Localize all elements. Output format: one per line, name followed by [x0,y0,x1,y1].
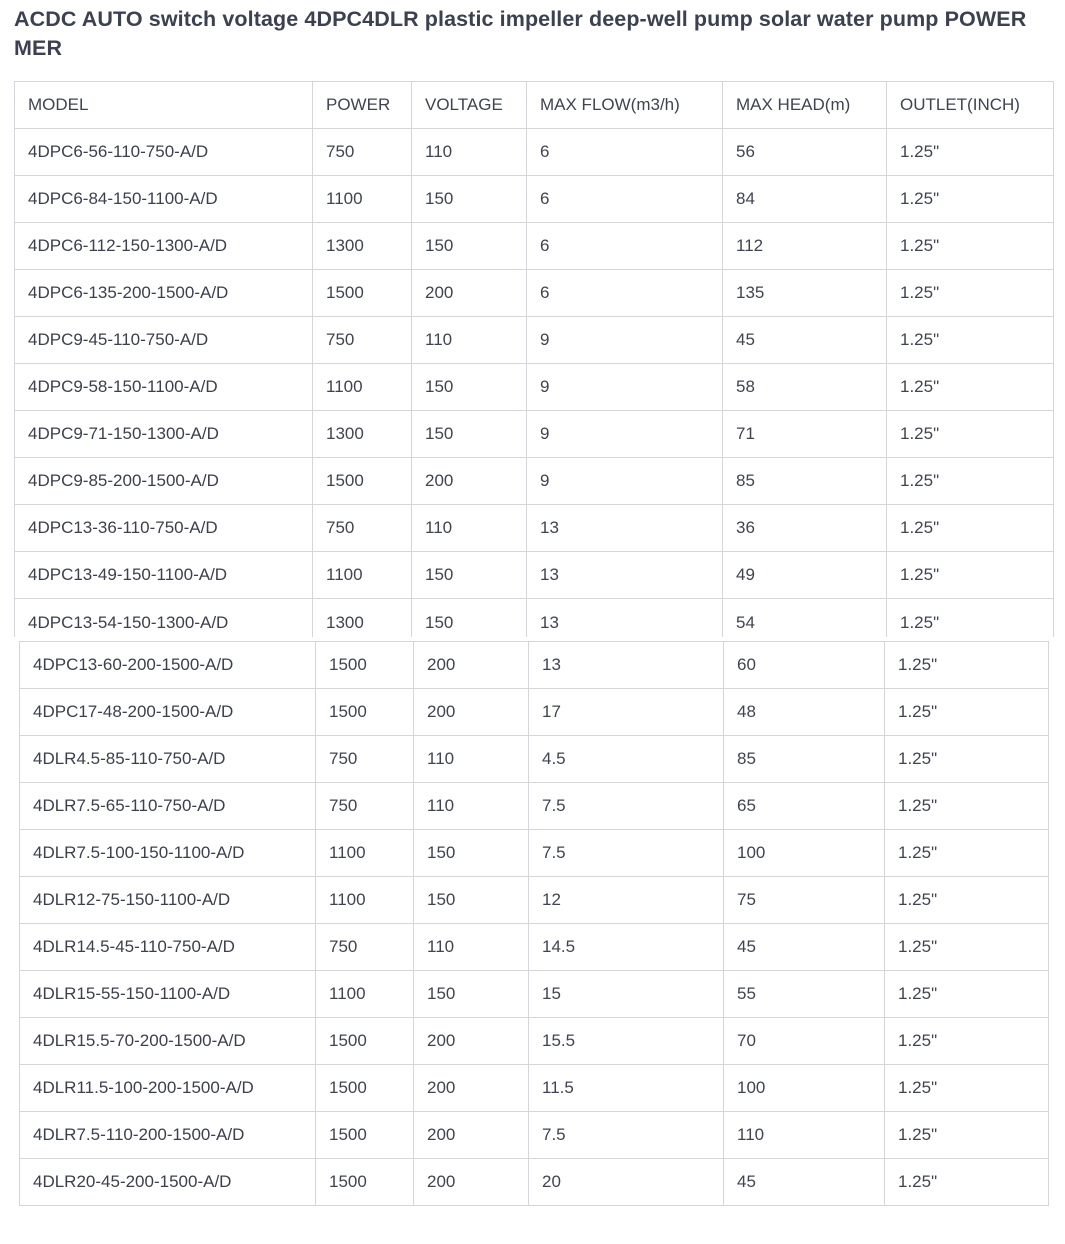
cell-max-head: 45 [723,317,887,364]
cell-outlet: 1.25" [887,411,1054,458]
cell-outlet: 1.25" [885,971,1049,1018]
cell-max-flow: 11.5 [529,1065,724,1112]
cell-voltage: 150 [412,364,527,411]
cell-max-head: 56 [723,129,887,176]
table-body-top [15,129,1054,637]
spec-table-top [14,81,1054,637]
cell-voltage: 150 [414,971,529,1018]
column-header-max-head: MAX HEAD(m) [723,82,887,129]
cell-voltage: 150 [412,552,527,599]
cell-max-flow: 17 [529,689,724,736]
cell-max-head: 60 [724,642,885,689]
cell-outlet: 1.25" [887,505,1054,552]
cell-outlet: 1.25" [885,1065,1049,1112]
column-header-model: MODEL [15,82,313,129]
cell-power: 1500 [316,689,414,736]
cell-model: 4DLR20-45-200-1500-A/D [20,1159,316,1206]
cell-power: 1500 [313,270,412,317]
cell-voltage: 150 [414,830,529,877]
cell-max-head: 54 [723,599,887,637]
cell-max-head: 100 [724,1065,885,1112]
cell-max-flow: 20 [529,1159,724,1206]
cell-max-flow: 9 [527,317,723,364]
cell-max-flow: 6 [527,270,723,317]
cell-power: 1500 [316,1018,414,1065]
table-row [20,642,1049,689]
cell-power: 1500 [316,1065,414,1112]
cell-power: 1100 [316,830,414,877]
column-header-voltage: VOLTAGE [412,82,527,129]
cell-power: 750 [316,924,414,971]
table-row [15,552,1054,599]
cell-model: 4DLR7.5-110-200-1500-A/D [20,1112,316,1159]
table-row [15,458,1054,505]
cell-power: 1100 [313,552,412,599]
cell-max-flow: 9 [527,458,723,505]
cell-power: 1500 [316,642,414,689]
cell-power: 750 [316,736,414,783]
table-row [20,1018,1049,1065]
cell-voltage: 200 [412,270,527,317]
cell-model: 4DPC6-56-110-750-A/D [15,129,313,176]
cell-max-flow: 13 [527,552,723,599]
cell-voltage: 200 [414,1065,529,1112]
cell-max-flow: 14.5 [529,924,724,971]
cell-max-head: 49 [723,552,887,599]
cell-outlet: 1.25" [887,223,1054,270]
cell-voltage: 110 [414,783,529,830]
cell-voltage: 200 [414,1018,529,1065]
cell-model: 4DPC6-112-150-1300-A/D [15,223,313,270]
cell-max-head: 85 [724,736,885,783]
table-row [15,270,1054,317]
cell-max-flow: 13 [529,642,724,689]
table-row [20,1065,1049,1112]
cell-outlet: 1.25" [885,1018,1049,1065]
cell-model: 4DLR7.5-65-110-750-A/D [20,783,316,830]
cell-max-flow: 7.5 [529,830,724,877]
cell-max-flow: 13 [527,505,723,552]
cell-max-head: 45 [724,924,885,971]
cell-outlet: 1.25" [885,736,1049,783]
column-header-max-flow: MAX FLOW(m3/h) [527,82,723,129]
cell-model: 4DPC17-48-200-1500-A/D [20,689,316,736]
column-header-outlet: OUTLET(INCH) [887,82,1054,129]
table-row [15,317,1054,364]
cell-power: 1100 [313,176,412,223]
cell-max-head: 100 [724,830,885,877]
table-row [20,877,1049,924]
cell-model: 4DPC6-84-150-1100-A/D [15,176,313,223]
cell-max-flow: 6 [527,223,723,270]
cell-voltage: 200 [414,1159,529,1206]
page-title: ACDC AUTO switch voltage 4DPC4DLR plastic impeller deep-well pump solar water pump POWER MER [14,7,1027,60]
table-header-row [15,82,1054,129]
table-row [20,689,1049,736]
table-row [20,1112,1049,1159]
cell-model: 4DLR15-55-150-1100-A/D [20,971,316,1018]
cell-outlet: 1.25" [885,642,1049,689]
cell-model: 4DPC13-49-150-1100-A/D [15,552,313,599]
cell-max-head: 58 [723,364,887,411]
cell-outlet: 1.25" [885,1159,1049,1206]
table-row [15,223,1054,270]
table-row [15,411,1054,458]
cell-max-head: 70 [724,1018,885,1065]
cell-voltage: 150 [412,599,527,637]
column-header-power: POWER [313,82,412,129]
table-row [15,176,1054,223]
cell-max-flow: 13 [527,599,723,637]
cell-max-flow: 6 [527,176,723,223]
table-row [20,971,1049,1018]
cell-voltage: 110 [414,924,529,971]
cell-power: 750 [316,783,414,830]
cell-model: 4DPC9-58-150-1100-A/D [15,364,313,411]
cell-model: 4DLR14.5-45-110-750-A/D [20,924,316,971]
cell-power: 1100 [316,971,414,1018]
table-row [20,736,1049,783]
table-row [15,505,1054,552]
cell-model: 4DPC6-135-200-1500-A/D [15,270,313,317]
cell-max-flow: 12 [529,877,724,924]
cell-model: 4DLR15.5-70-200-1500-A/D [20,1018,316,1065]
cell-max-flow: 7.5 [529,783,724,830]
cell-power: 750 [313,317,412,364]
cell-voltage: 110 [414,736,529,783]
cell-model: 4DPC9-45-110-750-A/D [15,317,313,364]
cell-outlet: 1.25" [885,830,1049,877]
table-row [15,129,1054,176]
cell-outlet: 1.25" [885,1112,1049,1159]
cell-power: 1500 [313,458,412,505]
cell-model: 4DPC9-85-200-1500-A/D [15,458,313,505]
cell-max-head: 135 [723,270,887,317]
table-row [20,924,1049,971]
table-row [15,364,1054,411]
cell-outlet: 1.25" [887,364,1054,411]
cell-power: 1300 [313,223,412,270]
cell-max-head: 48 [724,689,885,736]
cell-voltage: 110 [412,505,527,552]
cell-max-head: 85 [723,458,887,505]
cell-max-head: 71 [723,411,887,458]
cell-outlet: 1.25" [887,458,1054,505]
table-row [15,599,1054,637]
cell-max-head: 65 [724,783,885,830]
table-body-bottom [20,642,1049,1206]
cell-max-flow: 7.5 [529,1112,724,1159]
cell-outlet: 1.25" [887,270,1054,317]
cell-model: 4DPC9-71-150-1300-A/D [15,411,313,458]
cell-max-flow: 15.5 [529,1018,724,1065]
cell-voltage: 150 [414,877,529,924]
cell-voltage: 110 [412,129,527,176]
cell-outlet: 1.25" [885,783,1049,830]
cell-voltage: 150 [412,223,527,270]
cell-max-head: 110 [724,1112,885,1159]
table-row [20,783,1049,830]
cell-max-flow: 6 [527,129,723,176]
cell-voltage: 200 [414,642,529,689]
cell-voltage: 150 [412,176,527,223]
cell-outlet: 1.25" [885,924,1049,971]
cell-max-head: 75 [724,877,885,924]
cell-max-head: 36 [723,505,887,552]
cell-power: 1100 [313,364,412,411]
cell-model: 4DPC13-60-200-1500-A/D [20,642,316,689]
cell-voltage: 200 [414,689,529,736]
cell-model: 4DLR7.5-100-150-1100-A/D [20,830,316,877]
cell-outlet: 1.25" [887,317,1054,364]
cell-model: 4DPC13-36-110-750-A/D [15,505,313,552]
cell-power: 1500 [316,1159,414,1206]
cell-max-flow: 9 [527,411,723,458]
cell-max-head: 45 [724,1159,885,1206]
cell-power: 1100 [316,877,414,924]
cell-outlet: 1.25" [887,599,1054,637]
cell-max-head: 112 [723,223,887,270]
cell-model: 4DLR11.5-100-200-1500-A/D [20,1065,316,1112]
cell-voltage: 200 [412,458,527,505]
cell-max-head: 55 [724,971,885,1018]
cell-voltage: 150 [412,411,527,458]
cell-power: 750 [313,129,412,176]
cell-model: 4DLR4.5-85-110-750-A/D [20,736,316,783]
table-row [20,830,1049,877]
cell-power: 750 [313,505,412,552]
cell-voltage: 110 [412,317,527,364]
cell-outlet: 1.25" [887,176,1054,223]
cell-power: 1300 [313,599,412,637]
cell-max-flow: 9 [527,364,723,411]
cell-max-flow: 15 [529,971,724,1018]
cell-outlet: 1.25" [885,877,1049,924]
cell-outlet: 1.25" [887,129,1054,176]
cell-model: 4DLR12-75-150-1100-A/D [20,877,316,924]
cell-outlet: 1.25" [887,552,1054,599]
spec-table-bottom [19,641,1049,1206]
cell-power: 1300 [313,411,412,458]
cell-max-flow: 4.5 [529,736,724,783]
cell-voltage: 200 [414,1112,529,1159]
cell-outlet: 1.25" [885,689,1049,736]
cell-max-head: 84 [723,176,887,223]
cell-model: 4DPC13-54-150-1300-A/D [15,599,313,637]
table-row [20,1159,1049,1206]
cell-power: 1500 [316,1112,414,1159]
